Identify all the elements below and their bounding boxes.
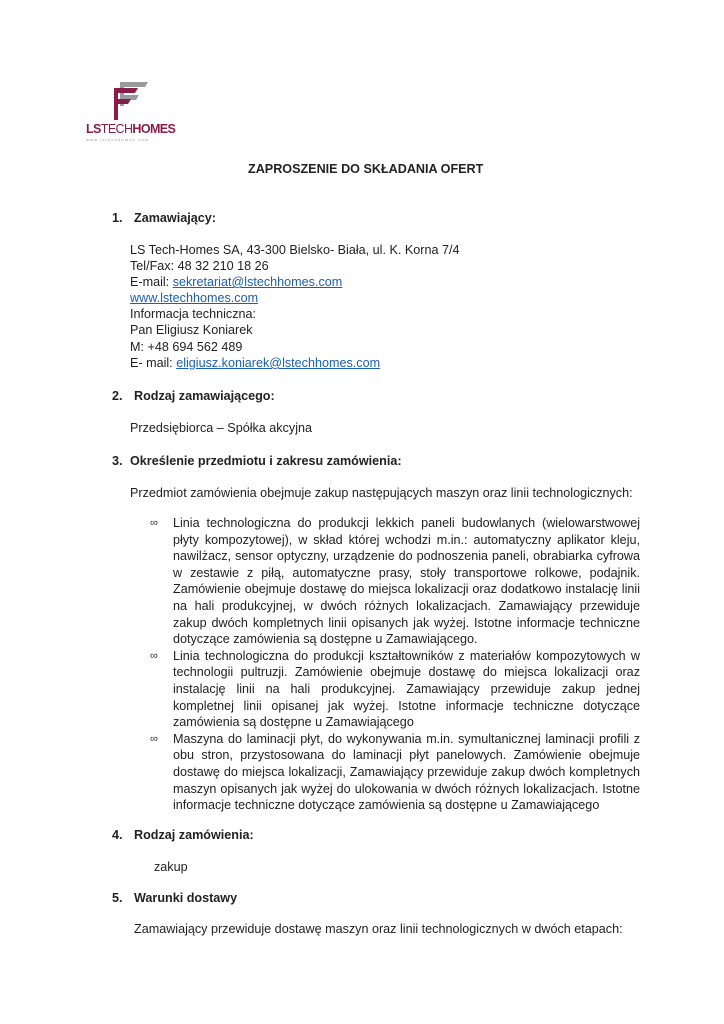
- contact-email-link[interactable]: sekretariat@lstechhomes.com: [172, 275, 343, 289]
- company-logo: [86, 78, 176, 144]
- contact-website-link[interactable]: www.lstechhomes.com: [130, 291, 259, 305]
- contact-email-label: E-mail:: [130, 275, 173, 289]
- logo-wordmark: [86, 122, 175, 136]
- list-item-text: Maszyna do laminacji płyt, do wykonywania m.in. symultanicznej laminacji profili z obu stron, przystosowana do laminacji płyt panelowych. Zamówienie obejmuje dostawę do miejsca lokalizacji, Zamawiający przewiduje zakup dwóch kompletnych maszyn opisanych jak wyżej do ulokowania w dwóch różnych lokalizacjach. Istotne informacje techniczne dotyczące zamówienia są dostępne u Zamawiającego: [173, 731, 640, 813]
- contact-telfax: Tel/Fax: 48 32 210 18 26: [130, 259, 269, 273]
- section-1-heading: [112, 211, 216, 225]
- section-1-title: Zamawiający:: [134, 211, 216, 225]
- section-3-title: Określenie przedmiotu i zakresu zamówienia:: [130, 454, 402, 468]
- list-item: [150, 515, 640, 648]
- section-2-title: Rodzaj zamawiającego:: [134, 389, 275, 403]
- logo-mark-icon: [106, 82, 150, 122]
- contact-address: LS Tech-Homes SA, 43-300 Bielsko- Biała, ul. K. Korna 7/4: [130, 243, 460, 257]
- section-5-body: Zamawiający przewiduje dostawę maszyn oraz linii technologicznych w dwóch etapach:: [134, 922, 623, 936]
- infinity-bullet-icon: ∞: [150, 649, 158, 662]
- section-5-heading: [112, 891, 237, 905]
- list-item: [150, 648, 640, 731]
- list-item-text: Linia technologiczna do produkcji kształtowników z materiałów kompozytowych w technologii pultruzji. Zamówienie obejmuje dostawę do miejsca lokalizacji oraz instalację linii na hali produkcyjnej. Zamawiający przewiduje zakup jednej kompletnej linii opisanej jak wyżej. Istotne informacje techniczne dotyczące zamówienia są dostępne u Zamawiającego: [173, 648, 640, 730]
- section-2-body: Przedsiębiorca – Spółka akcyjna: [130, 421, 313, 435]
- contact-email-line: [130, 275, 342, 289]
- section-2-number: 2.: [112, 389, 123, 403]
- contact-website-line: [130, 291, 258, 305]
- list-item-text: Linia technologiczna do produkcji lekkich paneli budowlanych (wielowarstwowej płyty kompozytowej), w skład której wchodzi m.in.: automatyczny aplikator kleju, nawilżacz, sensor optyczny, urządzenie do podnoszenia paneli, obrabiarka cyfrowa w zestawie z piłą, automatyczne prasy, stoły transportowe rolkowe, podajnik. Zamówienie obejmuje dostawę do miejsca lokalizacji oraz dodatkowo instalację linii na hali produkcyjnej, w dwóch różnych lokalizacjach. Zamawiający przewiduje zakup dwóch kompletnych linii opisanych jak wyżej. Istotne informacje techniczne dotyczące zamówienia są dostępne u Zamawiającego.: [173, 516, 640, 647]
- item-list: [150, 515, 640, 814]
- infinity-bullet-icon: ∞: [150, 732, 158, 745]
- contact-person: Pan Eligiusz Koniarek: [130, 323, 253, 337]
- section-3-number: 3.: [112, 454, 123, 468]
- infinity-bullet-icon: ∞: [150, 517, 158, 529]
- section-5-number: 5.: [112, 891, 123, 905]
- list-item: [150, 731, 640, 814]
- section-3-heading: [112, 454, 402, 468]
- section-3-body: Przedmiot zamówienia obejmuje zakup następujących maszyn oraz linii technologicznych:: [130, 486, 633, 500]
- logo-tagline: www.lstechhomes.com: [86, 137, 150, 142]
- section-4-number: 4.: [112, 828, 123, 842]
- document-title: ZAPROSZENIE DO SKŁADANIA OFERT: [248, 162, 484, 176]
- logo-ls: LS: [86, 122, 101, 136]
- section-5-title: Warunki dostawy: [134, 891, 238, 905]
- contact-email2-link[interactable]: eligiusz.koniarek@lstechhomes.com: [176, 356, 381, 370]
- contact-mobile: M: +48 694 562 489: [130, 340, 243, 354]
- contact-email2-line: [130, 356, 380, 370]
- section-1-number: 1.: [112, 211, 123, 225]
- section-4-heading: [112, 828, 254, 842]
- section-4-title: Rodzaj zamówienia:: [134, 828, 254, 842]
- section-2-heading: [112, 389, 275, 403]
- section-4-body: zakup: [154, 860, 188, 874]
- contact-tech-info: Informacja techniczna:: [130, 307, 256, 321]
- logo-tech: TECH: [100, 122, 133, 136]
- contact-email2-label: E- mail:: [130, 356, 177, 370]
- logo-homes: HOMES: [132, 122, 176, 136]
